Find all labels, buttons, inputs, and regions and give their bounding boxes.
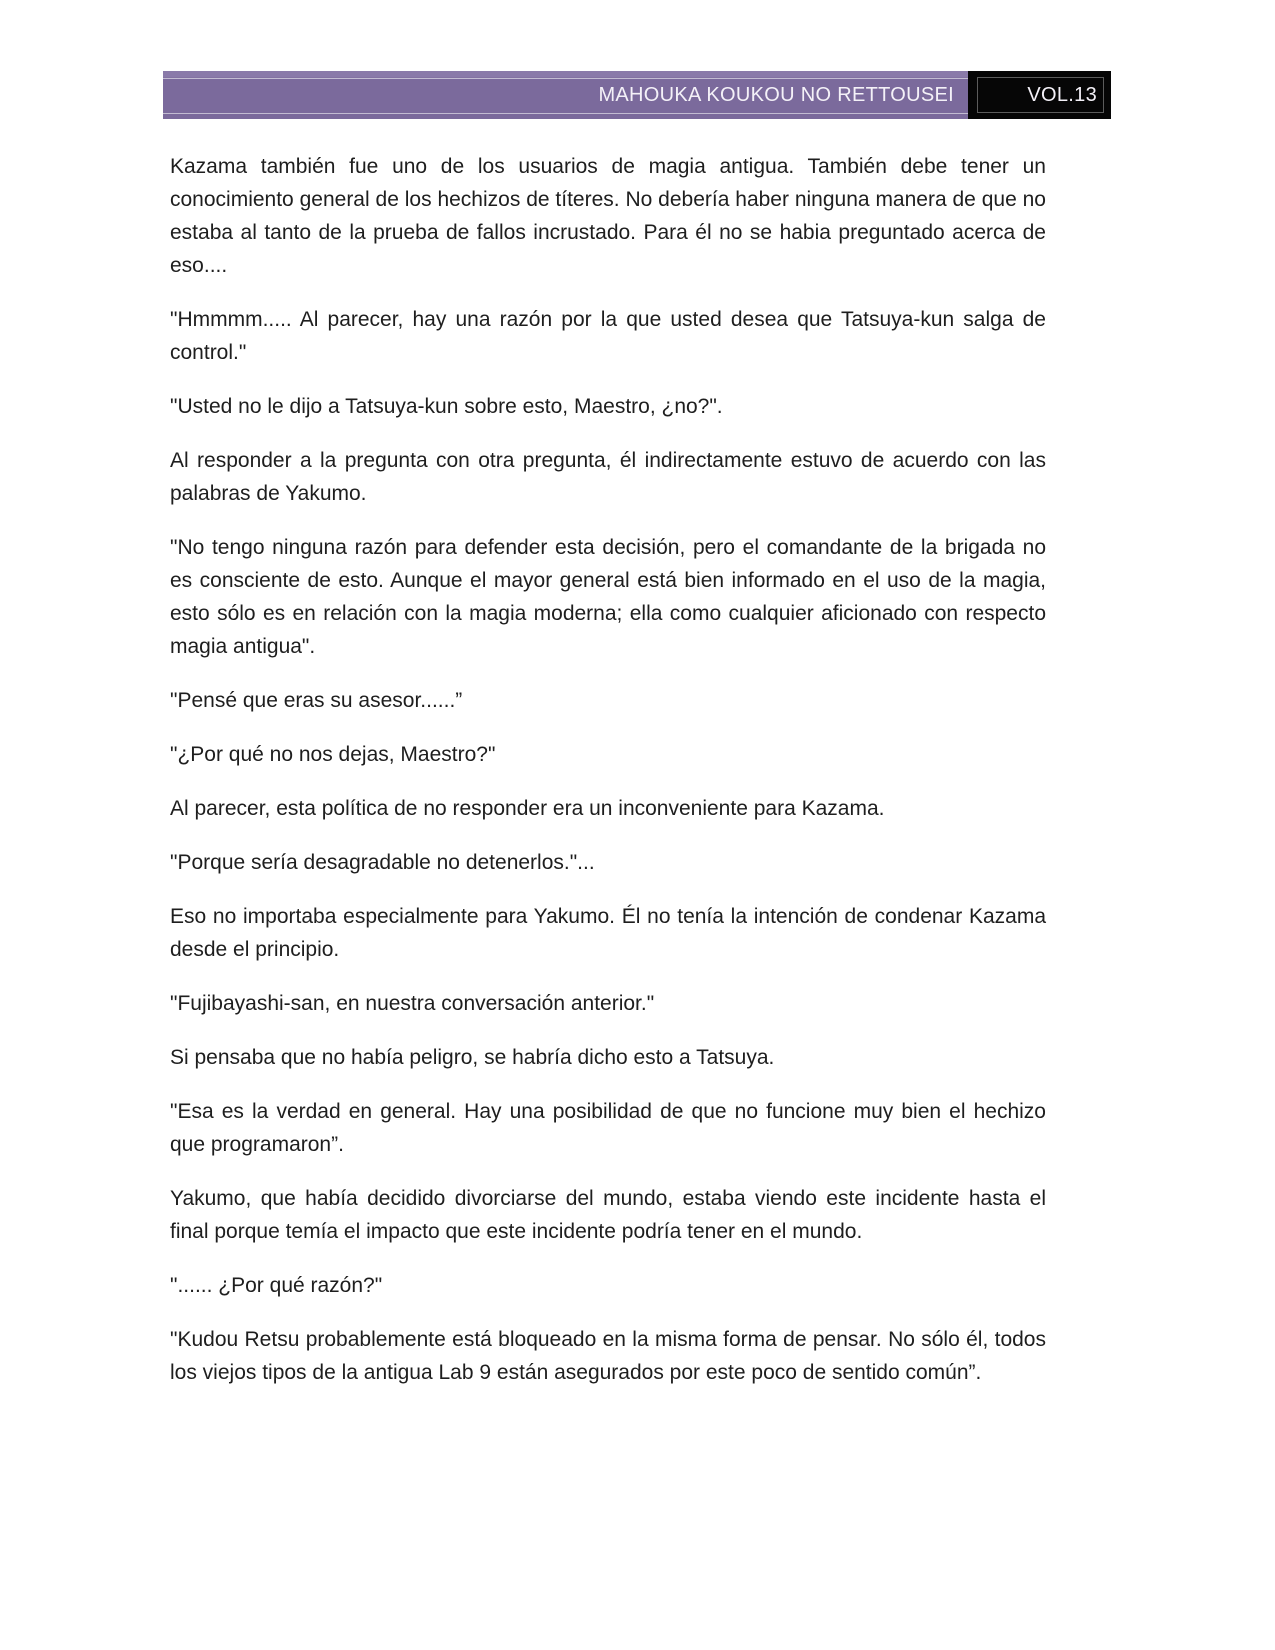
paragraph: Al parecer, esta política de no responder era un inconveniente para Kazama.	[170, 797, 885, 820]
volume-label: VOL.13	[1027, 83, 1097, 106]
paragraph: "Hmmmm..... Al parecer, hay una razón por la que usted desea que Tatsuya-kun salga de control."	[170, 308, 1046, 364]
paragraph: "Fujibayashi-san, en nuestra conversación anterior."	[170, 992, 655, 1015]
paragraph: Al responder a la pregunta con otra pregunta, él indirectamente estuvo de acuerdo con las palabras de Yakumo.	[170, 449, 1046, 505]
paragraph: Yakumo, que había decidido divorciarse del mundo, estaba viendo este incidente hasta el final porque temía el impacto que este incidente podría tener en el mundo.	[170, 1187, 1046, 1243]
paragraph: Si pensaba que no había peligro, se habría dicho esto a Tatsuya.	[170, 1046, 775, 1069]
paragraph: "Esa es la verdad en general. Hay una posibilidad de que no funcione muy bien el hechizo que programaron”.	[170, 1100, 1046, 1156]
paragraph: "Usted no le dijo a Tatsuya-kun sobre esto, Maestro, ¿no?".	[170, 395, 723, 418]
page-header	[163, 71, 1111, 119]
paragraph: "No tengo ninguna razón para defender esta decisión, pero el comandante de la brigada no es consciente de esto. Aunque el mayor general está bien informado en el uso de la magia, esto sólo es en relación con la magia moderna; ella como cualquier aficionado con respecto magia antigua".	[170, 536, 1046, 658]
paragraph: "Kudou Retsu probablemente está bloqueado en la misma forma de pensar. No sólo él, todos los viejos tipos de la antigua Lab 9 están asegurados por este poco de sentido común”.	[170, 1328, 1046, 1384]
paragraph: Kazama también fue uno de los usuarios de magia antigua. También debe tener un conocimiento general de los hechizos de títeres. No debería haber ninguna manera de que no estaba al tanto de la prueba de fallos incrustado. Para él no se habia preguntado acerca de eso....	[170, 155, 1046, 277]
body-text	[170, 150, 1046, 1389]
paragraph: "¿Por qué no nos dejas, Maestro?"	[170, 743, 496, 766]
paragraph: Eso no importaba especialmente para Yakumo. Él no tenía la intención de condenar Kazama desde el principio.	[170, 905, 1046, 961]
header-volume-band	[968, 71, 1111, 119]
header-title-band	[163, 71, 968, 119]
series-title: MAHOUKA KOUKOU NO RETTOUSEI	[598, 83, 954, 106]
paragraph: "Porque sería desagradable no detenerlos."...	[170, 851, 595, 874]
paragraph: "Pensé que eras su asesor......”	[170, 689, 463, 712]
paragraph: "...... ¿Por qué razón?"	[170, 1274, 383, 1297]
